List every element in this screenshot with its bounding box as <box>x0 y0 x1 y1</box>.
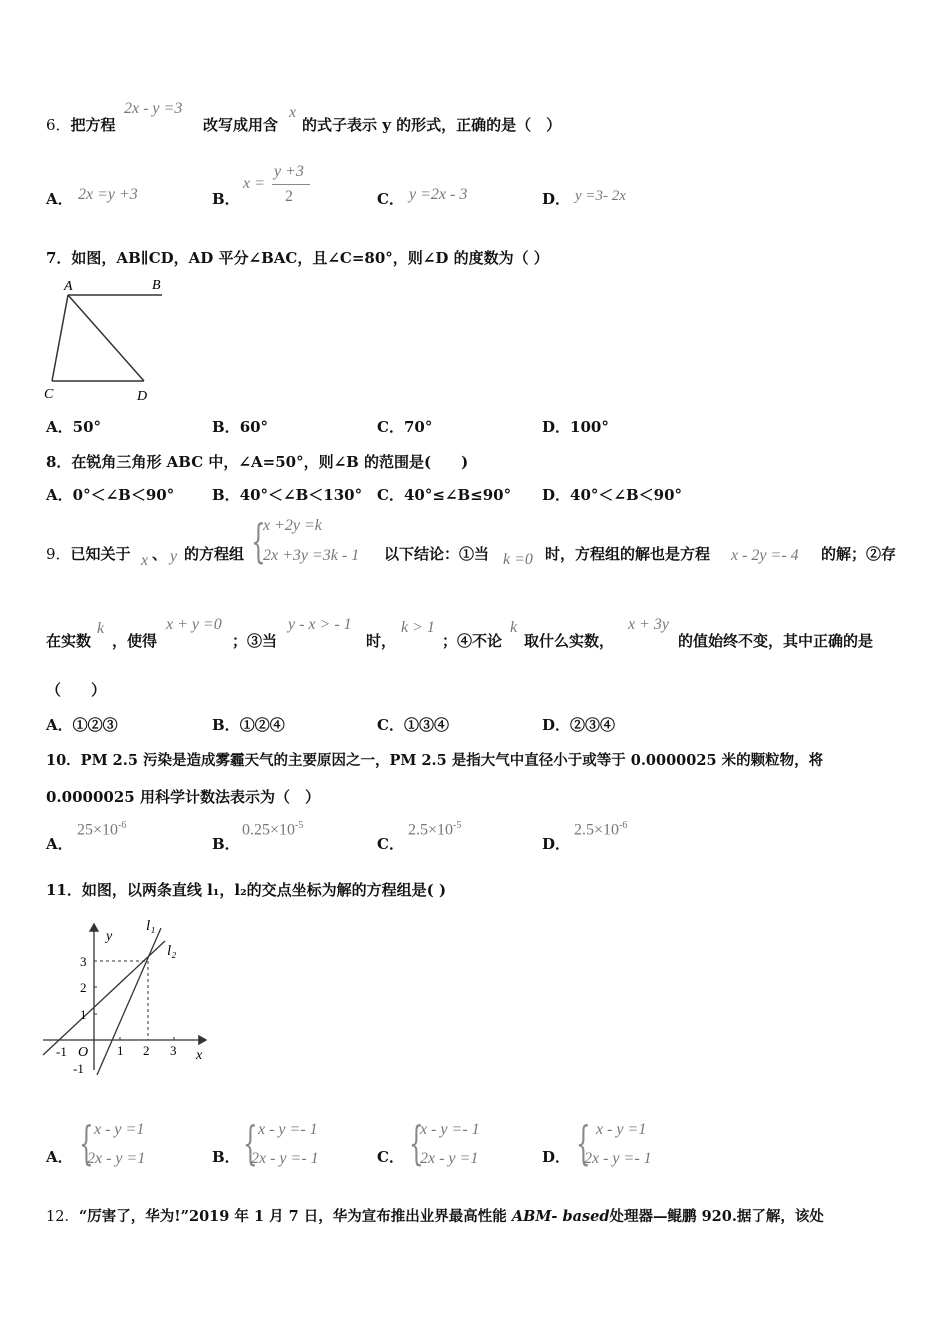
q7-line-ad <box>68 295 144 381</box>
q11-option-a-brace: { <box>79 1116 94 1170</box>
q11-tick-label-y2: 2 <box>80 980 87 995</box>
q6-option-b[interactable]: B． <box>212 190 240 208</box>
q9-line2-a: 在实数 <box>46 632 92 650</box>
q11-line-l2 <box>43 941 165 1055</box>
q11-stem: 11．如图，以两条直线 l₁，l₂的交点坐标为解的方程组是( ) <box>46 881 447 899</box>
q11-axis-label-x: x <box>196 1048 203 1063</box>
q11-option-a[interactable]: A． <box>46 1148 73 1166</box>
q6-option-b-num: y +3 <box>274 163 304 180</box>
q9-var-y: y <box>170 548 178 565</box>
q8-option-a[interactable]: A．0°＜∠B＜90° <box>46 486 175 504</box>
q6-option-d[interactable]: D． <box>542 190 571 208</box>
q7-option-a[interactable]: A．50° <box>46 418 102 436</box>
q9-sep: 、 <box>152 545 168 563</box>
q11-tick-label-x1: 1 <box>117 1043 124 1058</box>
q11-tick-label-y1: 1 <box>80 1007 87 1022</box>
q12-stem: 12．“厉害了，华为!”2019 年 1 月 7 日，华为宣布推出业界最高性能 ABM- based处理器—鲲鹏 920.据了解，该处 <box>46 1208 824 1225</box>
q6-option-b-den: 2 <box>285 188 293 205</box>
q9-k: k <box>97 620 105 637</box>
q7-point-d: D <box>137 389 148 404</box>
q9-line2-b: ，使得 <box>112 632 158 650</box>
q11-option-c[interactable]: C． <box>377 1148 404 1166</box>
q6-option-c-math: y =2x - 3 <box>409 186 468 203</box>
q6-option-a-math: 2x =y +3 <box>78 186 138 203</box>
q9-system-brace: { <box>251 514 266 568</box>
q9-option-c[interactable]: C．①③④ <box>377 716 449 734</box>
q8-option-d[interactable]: D．40°＜∠B＜90° <box>542 486 683 504</box>
q7-option-c[interactable]: C．70° <box>377 418 433 436</box>
q6-stem-end: 的式子表示 y 的形式，正确的是（ ） <box>302 116 562 134</box>
q7-point-c: C <box>44 387 54 402</box>
q11-tick-label-x3: 3 <box>170 1043 177 1058</box>
q9-line2-f: 取什么实数， <box>524 632 615 650</box>
q6-stem-mid: 改写成用含 <box>203 116 279 134</box>
q8-stem: 8．在锐角三角形 ABC 中，∠A=50°，则∠B 的范围是( ) <box>46 453 469 471</box>
q7-option-b[interactable]: B．60° <box>212 418 269 436</box>
q11-tick-label-xm1: -1 <box>56 1044 67 1059</box>
q11-option-c-row2: 2x - y =1 <box>420 1150 479 1167</box>
q11-option-c-brace: { <box>409 1116 424 1170</box>
q9-stem-mid: 的方程组 <box>184 545 245 563</box>
q9-eq1: x - 2y =- 4 <box>731 547 799 564</box>
q9-stem-end: 的解；②存 <box>821 545 897 563</box>
q9-answer-paren: （ ） <box>46 681 107 699</box>
q6-option-b-lhs: x = <box>243 175 265 192</box>
q6-fraction-bar <box>272 184 310 185</box>
q11-graph <box>40 910 212 1075</box>
q7-option-d[interactable]: D．100° <box>542 418 609 436</box>
q11-option-d-brace: { <box>576 1116 591 1170</box>
q10-stem-line2: 0.0000025 用科学计数法表示为（ ） <box>46 788 320 806</box>
q9-line2-e: ；④不论 <box>442 632 503 650</box>
q11-label-l1: l₁ <box>146 918 156 934</box>
q7-stem: 7．如图，AB∥CD，AD 平分∠BAC，且∠C=80°，则∠D 的度数为（ ） <box>46 249 549 267</box>
q7-point-a: A <box>64 279 73 294</box>
q9-stem-conclusions: 以下结论：①当 <box>384 545 490 563</box>
q11-axis-label-y: y <box>106 929 113 944</box>
q11-origin-label: O <box>78 1045 89 1060</box>
q11-option-d-row2: 2x - y =- 1 <box>584 1150 652 1167</box>
q10-stem-line1: 10．PM 2.5 污染是造成雾霾天气的主要原因之一，PM 2.5 是指大气中直径小于或等于 0.0000025 米的颗粒物，将 <box>46 752 824 769</box>
q10-option-d-math: $2.5\times 10^{-6}$ <box>574 820 628 839</box>
q11-tick-label-x2: 2 <box>143 1043 150 1058</box>
q11-option-b-row2: 2x - y =- 1 <box>251 1150 319 1167</box>
q11-option-d[interactable]: D． <box>542 1148 571 1166</box>
q9-stem-then: 时，方程组的解也是方程 <box>545 545 711 563</box>
q7-figure <box>38 274 173 404</box>
q6-equation: 2x - y =3 <box>124 100 183 117</box>
q6-option-c[interactable]: C． <box>377 190 404 208</box>
q9-var-x: x <box>141 552 149 569</box>
q9-system-row2: 2x +3y =3k - 1 <box>263 547 360 564</box>
q9-eq2: x + y =0 <box>166 616 222 633</box>
q6-option-a[interactable]: A． <box>46 190 73 208</box>
q8-option-c[interactable]: C．40°≤∠B≤90° <box>377 486 512 504</box>
q11-label-l2: l₂ <box>167 943 177 959</box>
q9-stem: 9．已知关于 <box>46 545 131 563</box>
q11-option-a-row1: x - y =1 <box>94 1121 145 1138</box>
q11-option-b-brace: { <box>243 1116 258 1170</box>
q6-option-d-math: y =3- 2x <box>575 188 626 204</box>
q11-option-d-row1: x - y =1 <box>596 1121 647 1138</box>
q9-line2-d: 时， <box>366 632 397 650</box>
q9-option-d[interactable]: D．②③④ <box>542 716 616 734</box>
q11-option-a-row2: 2x - y =1 <box>87 1150 146 1167</box>
q11-option-c-row1: x - y =- 1 <box>420 1121 480 1138</box>
q9-k0: k =0 <box>503 551 533 568</box>
q9-option-a[interactable]: A．①②③ <box>46 716 118 734</box>
q11-option-b[interactable]: B． <box>212 1148 240 1166</box>
q9-system-row1: x +2y =k <box>263 517 322 534</box>
q10-option-b[interactable]: B． <box>212 835 240 853</box>
q9-eq3: y - x > - 1 <box>288 616 352 633</box>
q9-eq5: x + 3y <box>628 616 669 633</box>
q6-var: x <box>289 104 297 121</box>
q7-line-ac <box>52 295 68 381</box>
q11-tick-label-ym1: -1 <box>73 1061 84 1075</box>
q11-option-b-row1: x - y =- 1 <box>258 1121 318 1138</box>
q10-option-d[interactable]: D． <box>542 835 571 853</box>
q11-tick-label-y3: 3 <box>80 954 87 969</box>
q10-option-c-math: $2.5\times 10^{-5}$ <box>408 820 462 839</box>
q10-option-a[interactable]: A． <box>46 835 73 853</box>
q8-option-b[interactable]: B．40°＜∠B＜130° <box>212 486 363 504</box>
q9-k2: k <box>510 619 518 636</box>
q10-option-b-math: $0.25\times 10^{-5}$ <box>242 820 304 839</box>
q10-option-c[interactable]: C． <box>377 835 404 853</box>
q9-eq4: k > 1 <box>401 619 435 636</box>
q9-line2-g: 的值始终不变，其中正确的是 <box>678 632 874 650</box>
q6-stem: 6．把方程 <box>46 116 116 134</box>
q9-option-b[interactable]: B．①②④ <box>212 716 285 734</box>
q10-option-a-math: $25\times 10^{-6}$ <box>77 820 127 839</box>
q9-line2-c: ；③当 <box>232 632 278 650</box>
q11-line-l1 <box>97 928 161 1075</box>
q7-point-b: B <box>152 278 161 293</box>
